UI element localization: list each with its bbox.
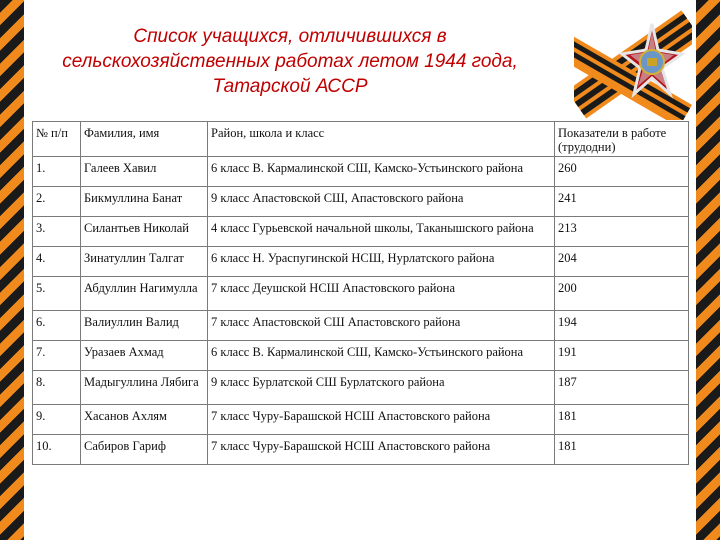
table-row: [33, 371, 689, 405]
row-workdays: 181: [555, 405, 689, 435]
row-number: 6.: [33, 311, 81, 341]
row-workdays: 181: [555, 435, 689, 465]
row-name: Валиуллин Валид: [81, 311, 208, 341]
row-school: 6 класс В. Кармалинской СШ, Камско-Устьинского района: [208, 157, 555, 187]
table-row: [33, 157, 689, 187]
header-number: № п/п: [33, 122, 81, 157]
row-name: Галеев Хавил: [81, 157, 208, 187]
table-row: [33, 277, 689, 311]
st-george-ribbon-right: [696, 0, 720, 540]
row-workdays: 194: [555, 311, 689, 341]
row-name: Уразаев Ахмад: [81, 341, 208, 371]
row-school: 7 класс Чуру-Барашской НСШ Апастовского района: [208, 405, 555, 435]
title-line-3: Татарской АССР: [212, 76, 368, 97]
title-line-1: Список учащихся, отличившихся в: [133, 26, 447, 47]
row-number: 1.: [33, 157, 81, 187]
row-number: 7.: [33, 341, 81, 371]
row-name: Сабиров Гариф: [81, 435, 208, 465]
table-row: [33, 341, 689, 371]
row-name: Хасанов Ахлям: [81, 405, 208, 435]
table-row: [33, 435, 689, 465]
row-name: Зинатуллин Талгат: [81, 247, 208, 277]
title-line-2: сельскохозяйственных работах летом 1944 года,: [62, 51, 518, 72]
header-school: Район, школа и класс: [208, 122, 555, 157]
header-name: Фамилия, имя: [81, 122, 208, 157]
table-row: [33, 311, 689, 341]
header-workdays: Показатели в работе (трудодни): [555, 122, 689, 157]
students-table: [32, 121, 689, 465]
row-workdays: 200: [555, 277, 689, 311]
row-name: Бикмуллина Банат: [81, 187, 208, 217]
table-row: [33, 187, 689, 217]
row-school: 7 класс Деушской НСШ Апастовского района: [208, 277, 555, 311]
row-workdays: 204: [555, 247, 689, 277]
row-name: Силантьев Николай: [81, 217, 208, 247]
row-school: 9 класс Бурлатской СШ Бурлатского района: [208, 371, 555, 405]
row-number: 2.: [33, 187, 81, 217]
slide-title: [26, 24, 554, 99]
row-number: 4.: [33, 247, 81, 277]
row-workdays: 260: [555, 157, 689, 187]
row-school: 9 класс Апастовской СШ, Апастовского района: [208, 187, 555, 217]
row-number: 10.: [33, 435, 81, 465]
row-name: Абдуллин Нагимулла: [81, 277, 208, 311]
row-name: Мадыгуллина Лябига: [81, 371, 208, 405]
row-school: 4 класс Гурьевской начальной школы, Таканышского района: [208, 217, 555, 247]
table-header-row: [33, 122, 689, 157]
row-school: 7 класс Чуру-Барашской НСШ Апастовского района: [208, 435, 555, 465]
order-of-victory-icon: [574, 10, 692, 120]
table-row: [33, 247, 689, 277]
row-number: 5.: [33, 277, 81, 311]
row-school: 7 класс Апастовской СШ Апастовского района: [208, 311, 555, 341]
row-school: 6 класс В. Кармалинской СШ, Камско-Устьинского района: [208, 341, 555, 371]
row-number: 8.: [33, 371, 81, 405]
table-row: [33, 217, 689, 247]
row-number: 9.: [33, 405, 81, 435]
st-george-ribbon-left: [0, 0, 24, 540]
row-workdays: 213: [555, 217, 689, 247]
table-row: [33, 405, 689, 435]
row-workdays: 241: [555, 187, 689, 217]
row-workdays: 187: [555, 371, 689, 405]
row-school: 6 класс Н. Ураспугинской НСШ, Нурлатского района: [208, 247, 555, 277]
slide: [26, 6, 694, 534]
row-workdays: 191: [555, 341, 689, 371]
row-number: 3.: [33, 217, 81, 247]
